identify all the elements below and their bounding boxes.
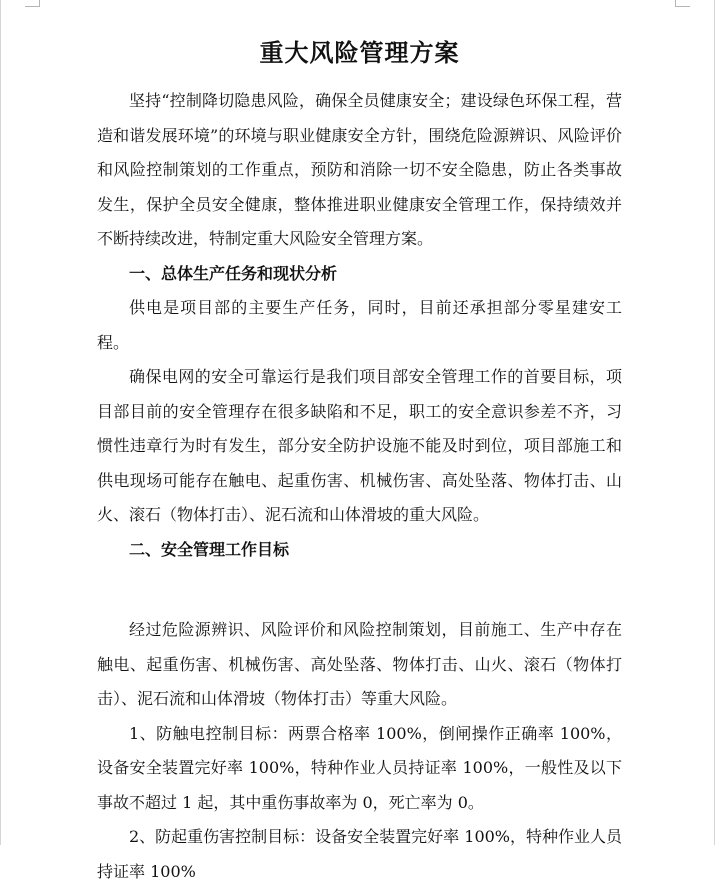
section-heading-2: 二、安全管理工作目标 [129,539,290,559]
target-item-2: 2、防起重伤害控制目标：设备安全装置完好率 100%，特种作业人员持证率 100% [97,827,623,881]
blank-line [97,567,622,613]
body-paragraph: 供电是项目部的主要生产任务，同时，目前还承担部分零星建安工程。 [97,298,622,352]
section-heading-1: 一、总体生产任务和现状分析 [129,263,338,283]
body-paragraph: 确保电网的安全可靠运行是我们项目部安全管理工作的首要目标，项目部目前的安全管理存在很多缺陷和不足，职工的安全意识参差不齐，习惯性违章行为时有发生，部分安全防护设施不能及时到位，项目部施工和供电现场可能存在触电、起重伤害、机械伤害、高处坠落、物体打击、山火、滚石（物体打击）、泥石流和山体滑坡的重大风险。 [97,367,622,524]
body-paragraph: 经过危险源辨识、风险评价和风险控制策划，目前施工、生产中存在触电、起重伤害、机械伤害、高处坠落、物体打击、山火、滚石（物体打击）、泥石流和山体滑坡（物体打击）等重大风险。 [97,620,622,708]
crop-mark-left [25,0,40,7]
crop-mark-right [675,0,690,7]
document-title: 重大风险管理方案 [259,38,460,67]
target-item-1: 1、防触电控制目标：两票合格率 100%，倒闸操作正确率 100%，设备安全装置完好率 100%，特种作业人员持证率 100%，一般性及以下事故不超过 1 起，其中重伤事故率为 0，死亡率为 0。 [97,723,622,812]
intro-paragraph: 坚持“控制降切隐患风险，确保全员健康安全；建设绿色环保工程，营造和谐发展环境”的环境与职业健康安全方针，围绕危险源辨识、风险评价和风险控制策划的工作重点，预防和消除一切不安全隐患，防止各类事故发生，保护全员安全健康，整体推进职业健康安全管理工作，保持绩效并不断持续改进，特制定重大风险安全管理方案。 [97,91,622,248]
